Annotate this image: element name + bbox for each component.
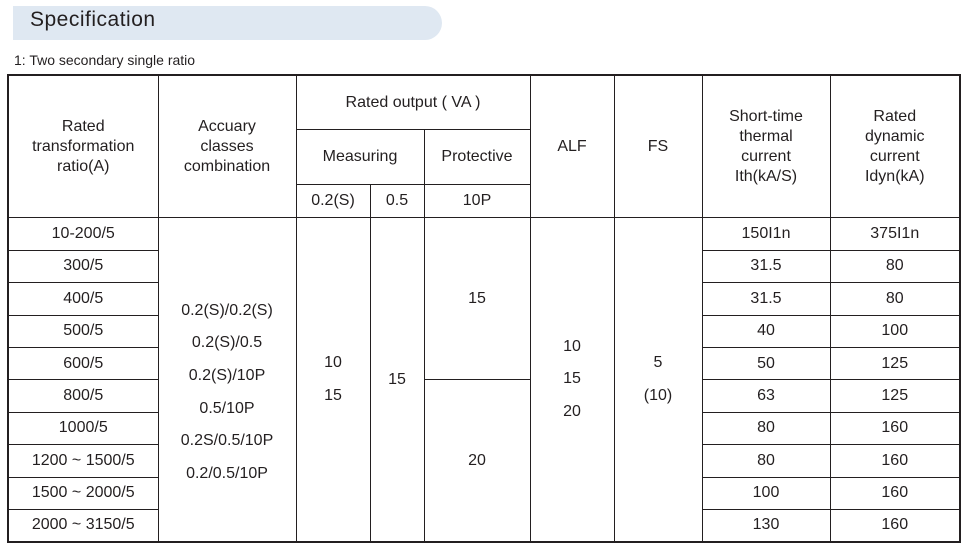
thermal-current-cell: 63 [702, 380, 830, 412]
dynamic-current-cell: 160 [830, 445, 960, 477]
thermal-current-cell: 100 [702, 477, 830, 509]
header-thermal-line: current [741, 147, 791, 165]
ratio-cell: 500/5 [8, 315, 158, 347]
header-rated-output: Rated output ( VA ) [296, 75, 530, 130]
dynamic-current-cell: 100 [830, 315, 960, 347]
header-dynamic-line: Rated [873, 107, 917, 125]
header-ratio-line: ratio(A) [57, 157, 110, 175]
accuracy-combination: 0.2/0.5/10P [186, 464, 268, 482]
thermal-current-cell: 31.5 [702, 250, 830, 282]
thermal-current-cell: 130 [702, 509, 830, 542]
header-thermal-line: Ith(kA/S) [734, 167, 798, 185]
header-class-02s: 0.2(S) [296, 184, 370, 217]
specification-table [7, 74, 961, 543]
alf-cell [530, 218, 614, 542]
accuracy-combination: 0.5/10P [199, 399, 255, 417]
header-dynamic-current [830, 75, 960, 218]
header-accuracy-line: combination [183, 157, 271, 175]
header-class-10p: 10P [424, 184, 530, 217]
dynamic-current-cell: 80 [830, 250, 960, 282]
output-10p-lower-cell: 20 [424, 380, 530, 542]
ratio-cell: 2000 ~ 3150/5 [8, 509, 158, 542]
header-alf: ALF [530, 75, 614, 218]
fs-value: 5 [653, 354, 663, 372]
dynamic-current-cell: 125 [830, 380, 960, 412]
ratio-cell: 800/5 [8, 380, 158, 412]
fs-value: (10) [643, 386, 673, 404]
output-02s-value: 15 [324, 386, 342, 404]
header-dynamic-line: dynamic [864, 127, 925, 145]
output-10p-upper-cell: 15 [424, 218, 530, 380]
output-02s-cell [296, 218, 370, 542]
header-thermal-current [702, 75, 830, 218]
thermal-current-cell: 80 [702, 412, 830, 444]
header-dynamic-line: Idyn(kA) [864, 167, 925, 185]
header-accuracy-line: classes [200, 137, 254, 155]
accuracy-combination: 0.2(S)/10P [188, 367, 266, 385]
header-accuracy-line: Accuary [198, 117, 256, 135]
header-fs: FS [614, 75, 702, 218]
alf-value: 20 [563, 402, 581, 420]
ratio-cell: 1000/5 [8, 412, 158, 444]
thermal-current-cell: 150I1n [702, 218, 830, 250]
header-ratio-line: Rated [61, 117, 105, 135]
header-ratio-line: transformation [32, 137, 135, 155]
header-protective: Protective [424, 130, 530, 185]
table-subtitle: 1: Two secondary single ratio [14, 52, 196, 68]
dynamic-current-cell: 160 [830, 412, 960, 444]
fs-cell [614, 218, 702, 542]
dynamic-current-cell: 160 [830, 477, 960, 509]
dynamic-current-cell: 125 [830, 347, 960, 379]
accuracy-combination: 0.2(S)/0.2(S) [181, 301, 273, 319]
alf-value: 10 [563, 337, 581, 355]
alf-value: 15 [563, 370, 581, 388]
thermal-current-cell: 50 [702, 347, 830, 379]
thermal-current-cell: 31.5 [702, 283, 830, 315]
ratio-cell: 300/5 [8, 250, 158, 282]
dynamic-current-cell: 375I1n [830, 218, 960, 250]
ratio-cell: 1200 ~ 1500/5 [8, 445, 158, 477]
accuracy-combinations-cell [158, 218, 296, 542]
ratio-cell: 10-200/5 [8, 218, 158, 250]
output-02s-value: 10 [324, 354, 342, 372]
section-title: Specification [30, 8, 156, 31]
dynamic-current-cell: 80 [830, 283, 960, 315]
ratio-cell: 400/5 [8, 283, 158, 315]
header-thermal-line: Short-time [729, 107, 803, 125]
thermal-current-cell: 80 [702, 445, 830, 477]
dynamic-current-cell: 160 [830, 509, 960, 542]
output-05-cell: 15 [370, 218, 424, 542]
header-thermal-line: thermal [739, 127, 793, 145]
header-accuracy [158, 75, 296, 218]
header-class-05: 0.5 [370, 184, 424, 217]
header-ratio [8, 75, 158, 218]
accuracy-combination: 0.2S/0.5/10P [180, 432, 274, 450]
header-measuring: Measuring [296, 130, 424, 185]
header-dynamic-line: current [869, 147, 920, 165]
ratio-cell: 1500 ~ 2000/5 [8, 477, 158, 509]
accuracy-combination: 0.2(S)/0.5 [191, 334, 263, 352]
ratio-cell: 600/5 [8, 347, 158, 379]
thermal-current-cell: 40 [702, 315, 830, 347]
